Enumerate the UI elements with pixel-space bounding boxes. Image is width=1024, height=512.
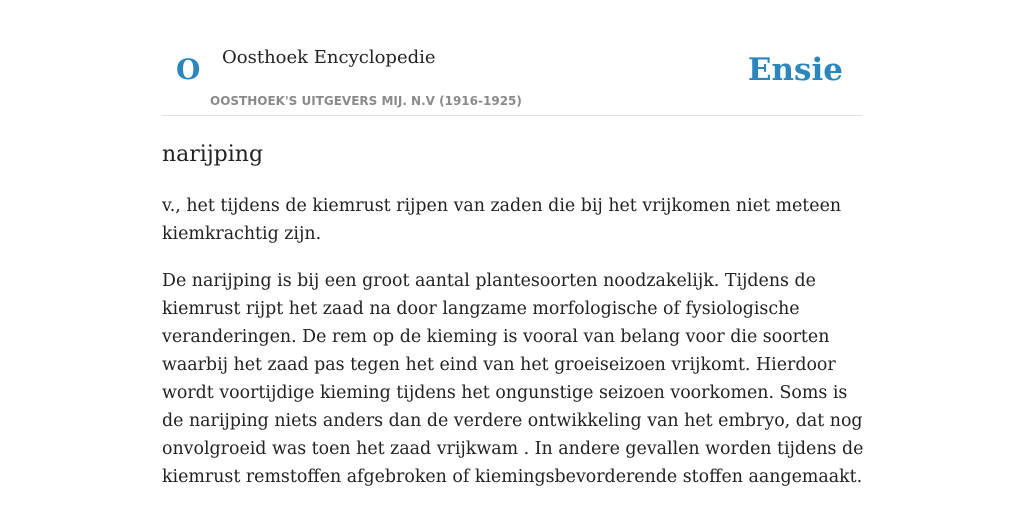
entry-definition: v., het tijdens de kiemrust rijpen van zaden die bij het vrijkomen niet meteen kiemkrachtig zijn. — [162, 196, 842, 244]
site-logo[interactable]: O — [176, 53, 201, 86]
entry-paragraph: De narijping is bij een groot aantal plantesoorten noodzakelijk. Tijdens de kiemrust rijpt het zaad na door langzame morfologische of fysiologische veranderingen. De rem op de kieming is vooral van belang voor die soorten waarbij het zaad pas tegen het eind van het groeiseizoen vrijkomt. Hierdoor wordt voortijdige kieming tijdens het ongunstige seizoen voorkomen. Soms is de narijping niets anders dan de verdere ontwikkeling van het embryo, dat nog onvolgroeid was toen het zaad vrijkwam . In andere gevallen worden tijdens de kiemrust remstoffen afgebroken of kiemingsbevorderende stoffen aangemaakt. — [162, 271, 864, 487]
entry-body — [162, 192, 864, 510]
brand-logo-link[interactable]: Ensie — [747, 52, 843, 88]
publisher-label: OOSTHOEK'S UITGEVERS MIJ. N.V (1916-1925) — [210, 94, 522, 108]
site-header — [162, 40, 862, 116]
entry-headword: narijping — [162, 142, 264, 167]
site-title[interactable]: Oosthoek Encyclopedie — [222, 47, 436, 68]
